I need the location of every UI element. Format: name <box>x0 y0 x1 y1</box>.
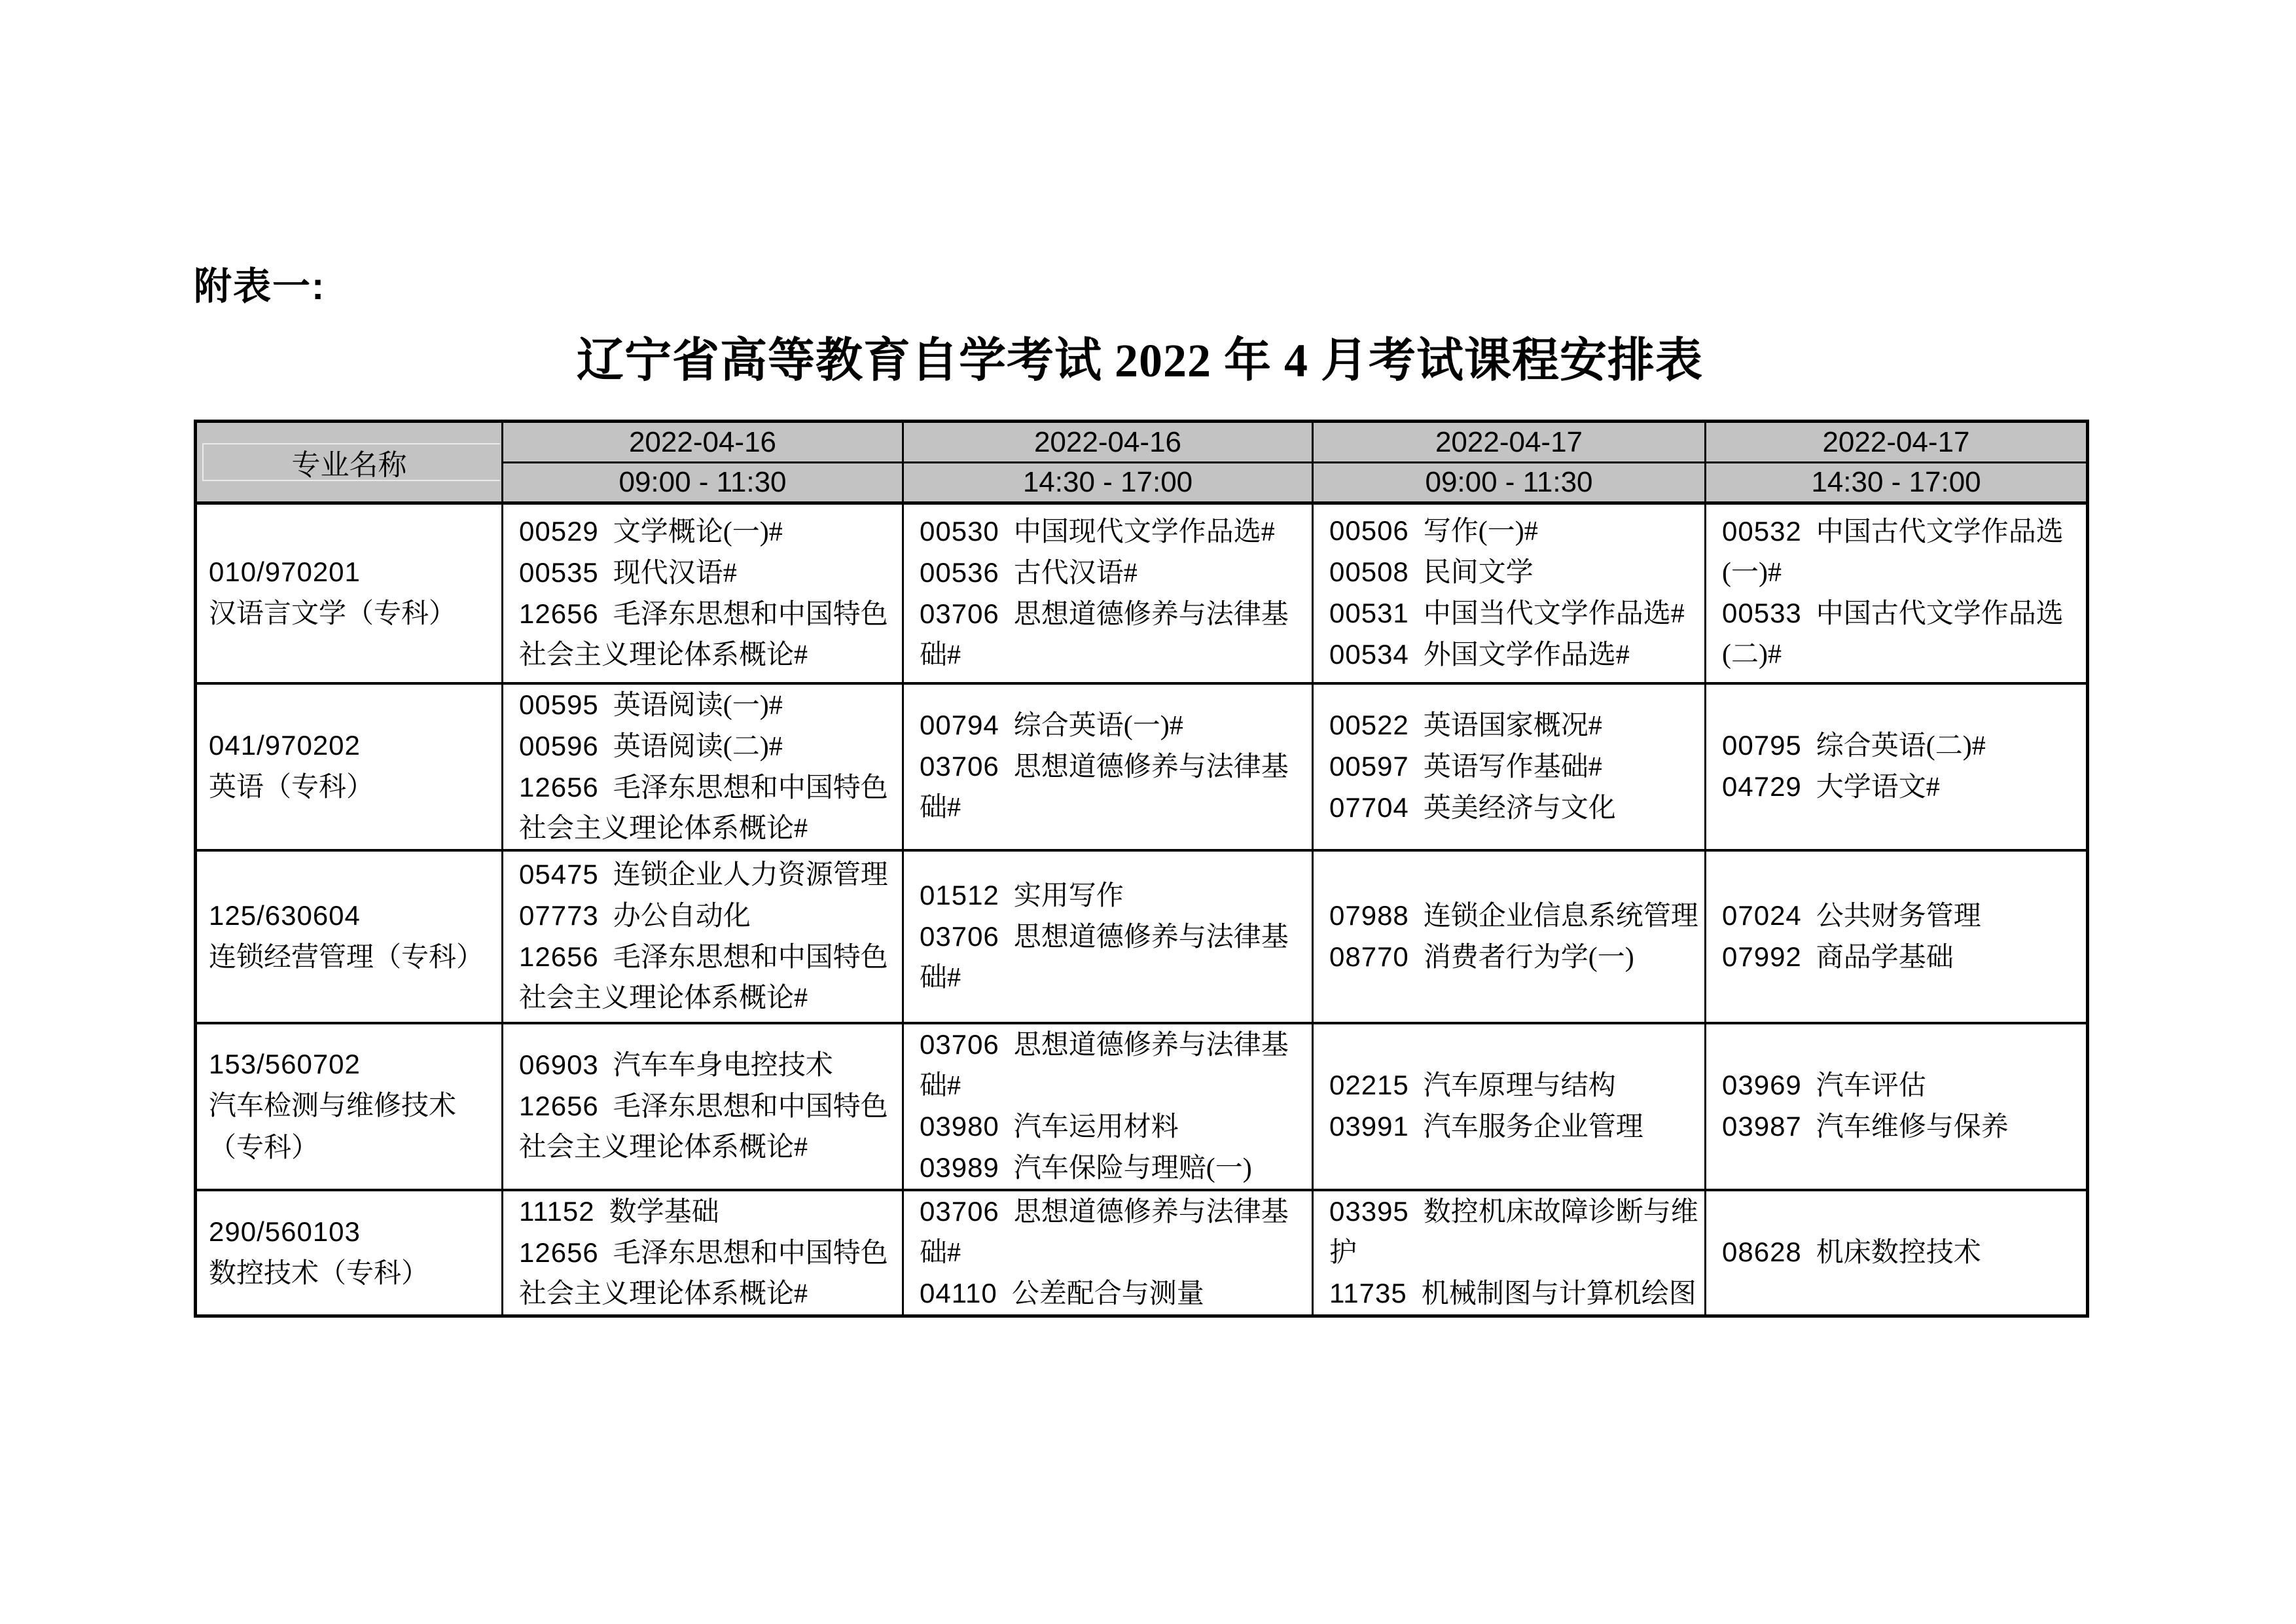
course-code: 03969 <box>1722 1070 1802 1100</box>
course-code: 00533 <box>1722 598 1802 629</box>
course-entry <box>1722 593 2082 675</box>
course-name: 思想道德修养与法律基础# <box>920 599 1289 670</box>
course-name: 大学语文# <box>1816 772 1940 803</box>
course-code: 03991 <box>1329 1111 1409 1142</box>
major-name: 连锁经营管理（专科） <box>209 942 484 973</box>
course-entry <box>519 685 898 726</box>
course-entry <box>1329 1273 1700 1314</box>
course-code: 02215 <box>1329 1070 1409 1100</box>
course-name: 中国古代文学作品选(二)# <box>1722 599 2064 670</box>
course-code: 00531 <box>1329 598 1409 629</box>
course-code: 07773 <box>519 900 599 931</box>
header-date-row <box>196 422 2088 463</box>
session-cell <box>503 850 903 1023</box>
course-code: 03980 <box>920 1110 999 1142</box>
course-name: 汽车维修与保养 <box>1816 1112 2009 1142</box>
course-code: 12656 <box>519 941 599 972</box>
course-name: 机械制图与计算机绘图 <box>1421 1278 1696 1309</box>
course-entry <box>920 875 1308 916</box>
course-name: 综合英语(二)# <box>1816 731 1986 761</box>
course-entry <box>920 1191 1308 1273</box>
course-name: 毛泽东思想和中国特色社会主义理论体系概论# <box>519 943 888 1013</box>
course-code: 00532 <box>1722 516 1802 547</box>
course-entry <box>1722 1065 2082 1106</box>
session-cell <box>903 1023 1313 1190</box>
course-code: 12656 <box>519 1236 599 1268</box>
session-cell <box>1706 1023 2088 1190</box>
course-entry <box>1329 511 1700 552</box>
course-code: 00595 <box>519 689 599 720</box>
session-2-time: 14:30 - 17:00 <box>903 463 1313 503</box>
course-entry <box>920 1106 1308 1147</box>
course-name: 古代汉语# <box>1013 558 1138 588</box>
course-entry <box>519 1233 898 1314</box>
course-code: 03989 <box>920 1151 999 1183</box>
session-cell <box>903 1190 1313 1316</box>
course-name: 毛泽东思想和中国特色社会主义理论体系概论# <box>519 599 888 670</box>
course-name: 连锁企业人力资源管理 <box>613 860 888 890</box>
course-entry <box>1722 937 2082 978</box>
table-row <box>196 1023 2088 1190</box>
course-name: 机床数控技术 <box>1816 1238 1981 1268</box>
exam-schedule-table <box>194 420 2089 1318</box>
session-cell <box>1313 503 1706 683</box>
session-cell <box>503 1023 903 1190</box>
course-entry <box>1329 937 1700 978</box>
session-3-date: 2022-04-17 <box>1313 422 1706 463</box>
course-name: 中国当代文学作品选# <box>1423 599 1685 630</box>
course-code: 12656 <box>519 771 599 803</box>
course-code: 00508 <box>1329 556 1409 588</box>
course-code: 01512 <box>920 879 999 911</box>
course-code: 03706 <box>920 598 999 629</box>
course-name: 综合英语(一)# <box>1013 711 1183 741</box>
course-entry <box>1329 1065 1700 1106</box>
major-code: 125/630604 <box>209 899 361 931</box>
major-name: 英语（专科） <box>209 772 374 803</box>
course-entry <box>1329 746 1700 787</box>
course-code: 00794 <box>920 710 999 740</box>
session-cell <box>1706 850 2088 1023</box>
course-name: 汽车保险与理赔(一) <box>1013 1153 1252 1183</box>
course-code: 00536 <box>920 556 999 588</box>
exam-table-body <box>196 503 2088 1316</box>
course-code: 03706 <box>920 751 999 782</box>
course-code: 03395 <box>1329 1195 1409 1227</box>
course-entry <box>920 552 1308 594</box>
course-name: 毛泽东思想和中国特色社会主义理论体系概论# <box>519 772 888 844</box>
course-entry <box>1329 1191 1700 1273</box>
course-code: 03987 <box>1722 1111 1802 1142</box>
course-name: 中国古代文学作品选(一)# <box>1722 517 2064 588</box>
course-entry <box>1722 1106 2082 1147</box>
course-code: 07024 <box>1722 899 1802 931</box>
course-entry <box>519 1191 898 1233</box>
course-code: 11152 <box>519 1195 595 1227</box>
session-cell <box>503 1190 903 1316</box>
annex-label: 附表一: <box>194 265 326 308</box>
course-entry <box>920 511 1308 552</box>
course-code: 07992 <box>1722 941 1802 972</box>
course-name: 英语国家概况# <box>1423 710 1602 741</box>
course-entry <box>920 746 1308 828</box>
course-entry <box>1329 634 1700 676</box>
course-name: 汽车服务企业管理 <box>1423 1112 1643 1142</box>
course-code: 00795 <box>1722 730 1802 761</box>
course-code: 05475 <box>519 859 599 890</box>
course-name: 连锁企业信息系统管理 <box>1423 901 1698 931</box>
course-entry <box>1329 593 1700 634</box>
course-code: 00530 <box>920 515 999 547</box>
session-cell <box>903 503 1313 683</box>
session-cell <box>1313 1190 1706 1316</box>
session-cell <box>903 850 1313 1023</box>
course-code: 00529 <box>519 515 599 547</box>
session-cell <box>1706 683 2088 850</box>
major-code: 290/560103 <box>209 1216 361 1247</box>
course-entry <box>1722 1232 2082 1273</box>
course-name: 汽车原理与结构 <box>1423 1071 1616 1101</box>
course-code: 12656 <box>519 1091 599 1121</box>
course-entry <box>1329 1106 1700 1147</box>
course-name: 外国文学作品选# <box>1423 640 1630 671</box>
course-entry <box>1722 767 2082 808</box>
session-1-time: 09:00 - 11:30 <box>503 463 903 503</box>
course-name: 汽车运用材料 <box>1013 1111 1179 1142</box>
major-column-header-label: 专业名称 <box>291 449 407 481</box>
course-code: 03706 <box>920 1028 999 1060</box>
course-code: 03706 <box>920 920 999 952</box>
course-code: 04110 <box>920 1277 997 1308</box>
course-code: 12656 <box>519 598 599 629</box>
table-header <box>196 422 2088 503</box>
course-code: 00535 <box>519 556 599 588</box>
major-cell <box>196 1023 503 1190</box>
course-entry <box>519 1086 898 1168</box>
course-name: 数学基础 <box>609 1197 719 1227</box>
course-entry <box>519 854 898 895</box>
course-code: 00534 <box>1329 639 1409 670</box>
course-entry <box>519 1045 898 1086</box>
course-entry <box>920 1273 1308 1314</box>
table-row <box>196 683 2088 850</box>
major-cell <box>196 1190 503 1316</box>
course-name: 思想道德修养与法律基础# <box>920 922 1289 993</box>
course-code: 06903 <box>519 1049 599 1080</box>
course-entry <box>920 1147 1308 1189</box>
course-name: 公差配合与测量 <box>1011 1278 1204 1309</box>
course-code: 08770 <box>1329 941 1409 972</box>
major-cell <box>196 683 503 850</box>
major-cell <box>196 503 503 683</box>
course-name: 英语阅读(一)# <box>613 690 783 721</box>
course-name: 思想道德修养与法律基础# <box>920 1197 1289 1268</box>
course-code: 00596 <box>519 730 599 761</box>
session-3-time: 09:00 - 11:30 <box>1313 463 1706 503</box>
session-cell <box>1313 1023 1706 1190</box>
session-2-date: 2022-04-16 <box>903 422 1313 463</box>
course-name: 英语写作基础# <box>1423 751 1602 782</box>
course-name: 办公自动化 <box>613 901 751 931</box>
course-name: 实用写作 <box>1013 880 1124 911</box>
session-4-date: 2022-04-17 <box>1706 422 2088 463</box>
course-entry <box>519 767 898 849</box>
course-entry <box>920 705 1308 746</box>
course-name: 现代汉语# <box>613 558 737 588</box>
session-cell <box>1313 850 1706 1023</box>
course-entry <box>519 895 898 937</box>
session-cell <box>903 683 1313 850</box>
course-entry <box>1722 511 2082 593</box>
course-entry <box>920 916 1308 998</box>
major-column-header <box>196 422 503 503</box>
course-entry <box>519 726 898 767</box>
course-code: 07704 <box>1329 791 1409 823</box>
table-row <box>196 1190 2088 1316</box>
table-row <box>196 850 2088 1023</box>
course-name: 思想道德修养与法律基础# <box>920 1030 1289 1101</box>
course-code: 00506 <box>1329 515 1409 547</box>
course-entry <box>519 594 898 676</box>
table-row <box>196 503 2088 683</box>
major-cell <box>196 850 503 1023</box>
course-entry <box>1722 895 2082 937</box>
session-cell <box>1706 1190 2088 1316</box>
course-entry <box>1722 725 2082 767</box>
session-cell <box>503 683 903 850</box>
session-cell <box>1706 503 2088 683</box>
course-entry <box>920 594 1308 676</box>
course-code: 00597 <box>1329 750 1409 782</box>
course-code: 08628 <box>1722 1236 1802 1267</box>
course-entry <box>920 1024 1308 1106</box>
course-name: 中国现代文学作品选# <box>1013 516 1275 547</box>
course-name: 思想道德修养与法律基础# <box>920 752 1289 823</box>
course-name: 汽车车身电控技术 <box>613 1051 833 1081</box>
major-name: 汉语言文学（专科） <box>209 599 457 630</box>
course-code: 03706 <box>920 1195 999 1227</box>
course-name: 汽车评估 <box>1816 1071 1926 1101</box>
course-code: 04729 <box>1722 771 1802 802</box>
course-name: 文学概论(一)# <box>613 516 783 547</box>
course-code: 00522 <box>1329 709 1409 740</box>
course-entry <box>519 511 898 552</box>
major-code: 010/970201 <box>209 556 361 588</box>
course-name: 民间文学 <box>1423 558 1534 588</box>
course-entry <box>519 552 898 594</box>
course-name: 公共财务管理 <box>1816 901 1981 931</box>
page-title: 辽宁省高等教育自学考试 2022 年 4 月考试课程安排表 <box>576 334 1703 387</box>
course-name: 数控机床故障诊断与维护 <box>1329 1197 1698 1268</box>
major-name: 汽车检测与维修技术（专科） <box>209 1091 457 1163</box>
course-entry <box>1329 895 1700 937</box>
course-name: 毛泽东思想和中国特色社会主义理论体系概论# <box>519 1092 888 1163</box>
course-entry <box>1329 705 1700 746</box>
course-name: 消费者行为学(一) <box>1423 942 1634 973</box>
course-name: 英美经济与文化 <box>1423 793 1616 823</box>
course-code: 11735 <box>1329 1277 1407 1308</box>
major-code: 153/560702 <box>209 1049 361 1079</box>
session-cell <box>503 503 903 683</box>
course-code: 07988 <box>1329 899 1409 931</box>
course-name: 英语阅读(二)# <box>613 731 783 762</box>
major-code: 041/970202 <box>209 730 361 761</box>
course-name: 写作(一)# <box>1423 516 1538 547</box>
course-entry <box>519 937 898 1019</box>
session-1-date: 2022-04-16 <box>503 422 903 463</box>
session-4-time: 14:30 - 17:00 <box>1706 463 2088 503</box>
session-cell <box>1313 683 1706 850</box>
major-name: 数控技术（专科） <box>209 1258 429 1289</box>
course-name: 毛泽东思想和中国特色社会主义理论体系概论# <box>519 1238 888 1309</box>
course-entry <box>1329 552 1700 593</box>
course-entry <box>1329 787 1700 829</box>
course-name: 商品学基础 <box>1816 942 1954 973</box>
